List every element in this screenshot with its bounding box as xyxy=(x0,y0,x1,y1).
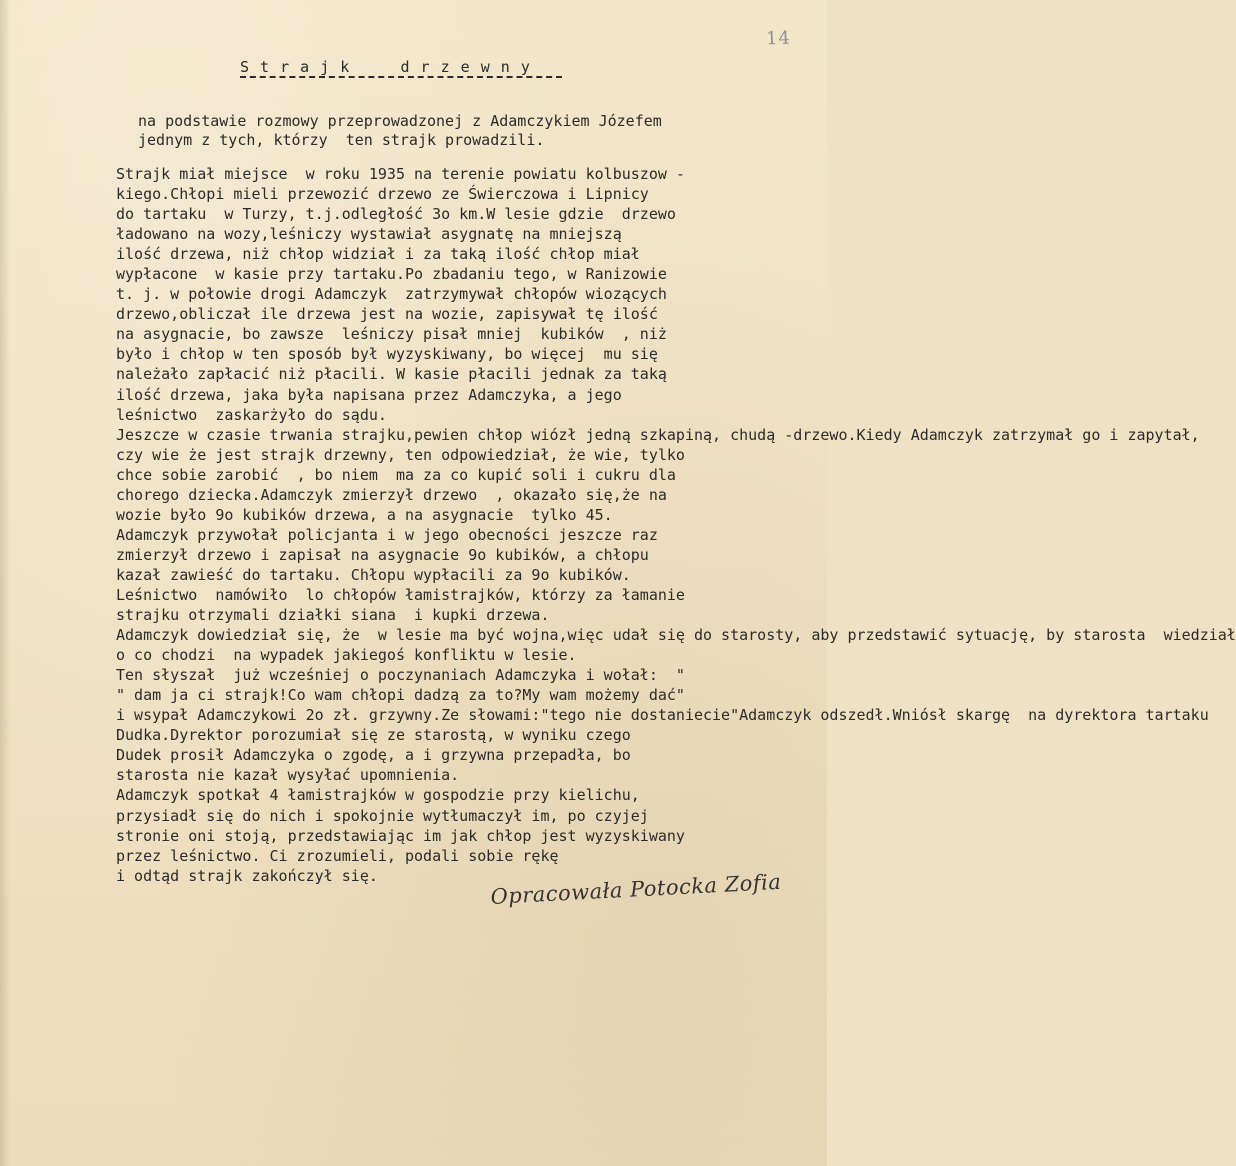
body-line: zmierzył drzewo i zapisał na asygnacie 9o kubików, a chłopu xyxy=(116,545,649,564)
page-number: 14 xyxy=(765,27,792,50)
document-body xyxy=(116,164,1236,886)
body-line: Dudka.Dyrektor porozumiał się ze starostą, w wyniku czego xyxy=(116,726,631,745)
body-line: Adamczyk spotkał 4 łamistrajków w gospodzie przy kielichu, xyxy=(116,786,640,805)
body-line: chce sobie zarobić , bo niem ma za co kupić soli i cukru dla xyxy=(116,465,676,484)
document-title: S t r a j k d r z e w n y xyxy=(240,58,531,76)
body-line: strajku otrzymali działki siana i kupki drzewa. xyxy=(116,606,550,625)
body-line: i wsypał Adamczykowi 2o zł. grzywny.Ze słowami:"tego nie dostaniecie"Adamczyk odszedł.Wniósł skargę na dyrektora tartaku xyxy=(116,706,1209,725)
body-line: ilość drzewa, jaka była napisana przez Adamczyka, a jego xyxy=(116,385,622,404)
body-line: drzewo,obliczał ile drzewa jest na wozie, zapisywał tę ilość xyxy=(116,305,658,324)
body-line: o co chodzi na wypadek jakiegoś konfliktu w lesie. xyxy=(116,646,577,665)
subtitle-line-2: jednym z tych, którzy ten strajk prowadzili. xyxy=(138,131,545,149)
handwritten-signature: Opracowała Potocka Zofia xyxy=(490,869,782,909)
body-line: " dam ja ci strajk!Co wam chłopi dadzą za to?My wam możemy dać" xyxy=(116,686,685,705)
body-line: Dudek prosił Adamczyka o zgodę, a i grzywna przepadła, bo xyxy=(116,746,631,765)
body-line: Jeszcze w czasie trwania strajku,pewien chłop wiózł jedną szkapiną, chudą -drzewo.Kiedy Adamczyk zatrzymał go i zapytał, xyxy=(116,425,1200,444)
body-line: leśnictwo zaskarżyło do sądu. xyxy=(116,405,387,424)
body-line: przysiadł się do nich i spokojnie wytłumaczył im, po czyjej xyxy=(116,806,649,825)
body-line: chorego dziecka.Adamczyk zmierzył drzewo , okazało się,że na xyxy=(116,485,667,504)
body-line: starosta nie kazał wysyłać upomnienia. xyxy=(116,766,460,785)
body-line: ilość drzewa, niż chłop widział i za taką ilość chłop miał xyxy=(116,245,640,264)
body-line: stronie oni stoją, przedstawiając im jak chłop jest wyzyskiwany xyxy=(116,826,685,845)
title-underline xyxy=(240,76,562,78)
body-line: Strajk miał miejsce w roku 1935 na terenie powiatu kolbuszow - xyxy=(116,165,685,183)
body-line: kazał zawieść do tartaku. Chłopu wypłacili za 9o kubików. xyxy=(116,565,631,584)
body-line: i odtąd strajk zakończył się. xyxy=(116,866,378,885)
body-line: wypłacone w kasie przy tartaku.Po zbadaniu tego, w Ranizowie xyxy=(116,265,667,284)
body-line: przez leśnictwo. Ci zrozumieli, podali sobie rękę xyxy=(116,846,559,865)
body-line: do tartaku w Turzy, t.j.odległość 3o km.W lesie gdzie drzewo xyxy=(116,205,676,224)
body-line: Leśnictwo namówiło lo chłopów łamistrajków, którzy za łamanie xyxy=(116,585,685,604)
body-line: Adamczyk przywołał policjanta i w jego obecności jeszcze raz xyxy=(116,525,658,544)
body-line: było i chłop w ten sposób był wyzyskiwany, bo więcej mu się xyxy=(116,345,658,364)
body-line: Ten słyszał już wcześniej o poczynaniach Adamczyka i wołał: " xyxy=(116,666,685,685)
body-line: należało zapłacić niż płacili. W kasie płacili jednak za taką xyxy=(116,365,667,384)
body-line: na asygnacie, bo zawsze leśniczy pisał mniej kubików , niż xyxy=(116,325,667,344)
body-line: wozie było 9o kubików drzewa, a na asygnacie tylko 45. xyxy=(116,505,613,524)
subtitle-line-1: na podstawie rozmowy przeprowadzonej z Adamczykiem Józefem xyxy=(138,112,662,130)
page-edge-shadow xyxy=(0,0,10,1166)
document-subtitle xyxy=(138,112,778,150)
body-line: Adamczyk dowiedział się, że w lesie ma być wojna,więc udał się do starosty, aby przedstawić sytuację, by starosta wiedział xyxy=(116,626,1236,645)
body-line: kiego.Chłopi mieli przewozić drzewo ze Świerczowa i Lipnicy xyxy=(116,185,649,204)
body-line: ładowano na wozy,leśniczy wystawiał asygnatę na mniejszą xyxy=(116,225,622,244)
body-line: t. j. w połowie drogi Adamczyk zatrzymywał chłopów wiozących xyxy=(116,285,667,304)
body-line: czy wie że jest strajk drzewny, ten odpowiedział, że wie, tylko xyxy=(116,445,685,464)
